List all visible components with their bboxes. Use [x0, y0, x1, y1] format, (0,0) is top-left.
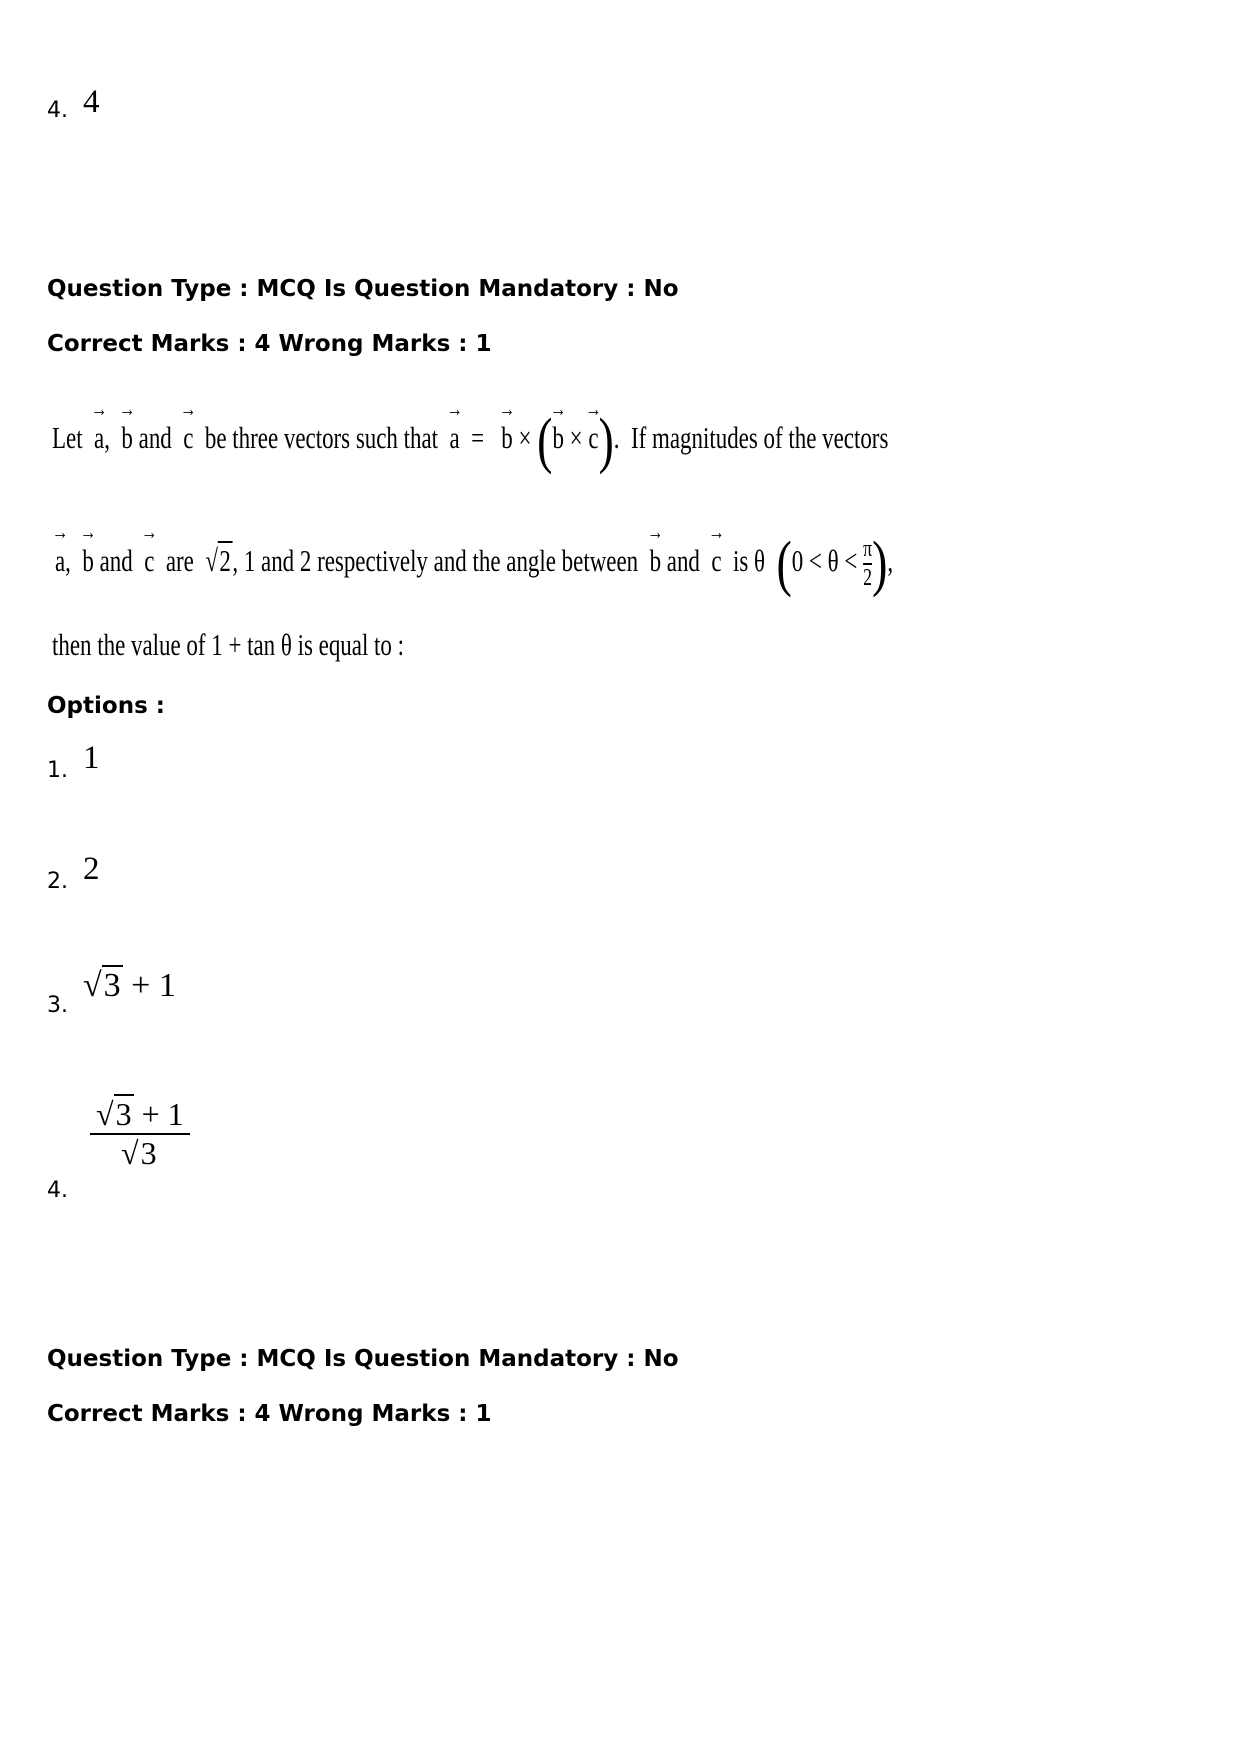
q-text-is: is θ	[733, 543, 766, 579]
question-type-line: Question Type : MCQ Is Question Mandatory : No	[47, 276, 679, 302]
vector-b-letter: b	[552, 420, 564, 456]
option-1-value: 1	[83, 740, 100, 776]
vector-a	[51, 519, 69, 579]
plus-one: + 1	[131, 967, 176, 1004]
arrow-icon: →	[119, 396, 136, 422]
vector-b-letter: b	[649, 543, 662, 579]
option-2-value: 2	[83, 851, 100, 887]
radicand: 2	[219, 543, 231, 579]
option-2-number: 2.	[47, 869, 68, 894]
pi-over-two	[863, 536, 872, 592]
vector-b	[119, 396, 136, 456]
vector-b-letter: b	[501, 420, 513, 456]
sqrt-icon: √	[83, 967, 102, 1004]
marks-line: Correct Marks : 4 Wrong Marks : 1	[47, 331, 492, 357]
q-text-resp: , 1 and 2 respectively and the angle between	[232, 543, 639, 579]
vector-c-letter: c	[711, 543, 722, 579]
option-value: 4	[83, 84, 100, 120]
period: .	[613, 420, 620, 456]
vector-c	[585, 396, 602, 456]
marks-line: Correct Marks : 4 Wrong Marks : 1	[47, 1401, 492, 1427]
vector-b	[647, 519, 664, 579]
vector-c-letter: c	[183, 420, 194, 456]
arrow-icon: →	[51, 519, 69, 545]
denominator: 2	[863, 565, 873, 591]
paren-right: )	[872, 530, 888, 598]
arrow-icon: →	[550, 396, 567, 422]
q-text-let: Let	[52, 420, 83, 456]
question-type-line: Question Type : MCQ Is Question Mandatory : No	[47, 1346, 679, 1372]
equals-sign: =	[471, 420, 485, 456]
q-text-and: and	[666, 543, 700, 579]
arrow-icon: →	[79, 519, 97, 545]
arrow-icon: →	[90, 396, 108, 422]
sqrt-three	[121, 1135, 159, 1172]
arrow-icon: →	[585, 396, 602, 422]
vector-b-letter: b	[121, 420, 133, 456]
cross-sign: ×	[569, 420, 583, 456]
arrow-icon: →	[708, 519, 725, 545]
question-line-1	[52, 396, 889, 475]
option-3-number: 3.	[47, 993, 68, 1018]
option-4-fraction	[90, 1096, 190, 1172]
vector-a-letter: a	[449, 420, 460, 456]
q-text-are: are	[165, 543, 194, 579]
arrow-icon: →	[498, 396, 516, 422]
radicand: 3	[140, 1135, 157, 1171]
sqrt-three	[96, 1096, 134, 1133]
paren-left: (	[537, 407, 553, 475]
vector-c-letter: c	[144, 543, 155, 579]
radicand: 3	[115, 1096, 132, 1132]
paren-right: )	[598, 407, 614, 475]
plus-one: + 1	[141, 1096, 184, 1132]
radicand: 3	[103, 967, 121, 1004]
arrow-icon: →	[446, 396, 463, 422]
comma: ,	[104, 420, 110, 456]
vector-b	[550, 396, 567, 456]
sqrt-two	[205, 543, 232, 579]
options-label: Options :	[47, 693, 165, 719]
cross-sign: ×	[518, 420, 532, 456]
vector-c	[180, 396, 197, 456]
comma: ,	[65, 543, 71, 579]
vector-a	[446, 396, 463, 456]
vector-b-letter: b	[82, 543, 94, 579]
arrow-icon: →	[647, 519, 664, 545]
question-line-2	[51, 519, 894, 598]
arrow-icon: →	[180, 396, 197, 422]
vector-b	[79, 519, 97, 579]
q-text-if: If magnitudes of the vectors	[631, 420, 889, 456]
vector-a-letter: a	[94, 420, 105, 456]
vector-c-letter: c	[588, 420, 599, 456]
q-text-and: and	[99, 543, 133, 579]
arrow-icon: →	[141, 519, 158, 545]
comma: ,	[887, 543, 894, 579]
q-text-be: be three vectors such that	[204, 420, 439, 456]
option-number: 4.	[47, 98, 68, 123]
numerator	[90, 1096, 190, 1133]
paren-left: (	[776, 530, 792, 598]
sqrt-icon: √	[205, 543, 218, 579]
vector-a-letter: a	[55, 543, 66, 579]
sqrt-three	[83, 967, 123, 1005]
vector-a	[90, 396, 108, 456]
pi-symbol: π	[863, 536, 873, 562]
sqrt-icon: √	[96, 1096, 114, 1132]
denominator	[121, 1135, 159, 1172]
question-line-3: then the value of 1 + tan θ is equal to :	[52, 627, 405, 662]
vector-b	[498, 396, 516, 456]
option-3-value	[83, 967, 176, 1005]
vector-c	[708, 519, 725, 579]
option-1-number: 1.	[47, 758, 68, 783]
vector-c	[141, 519, 158, 579]
q-text-and: and	[138, 420, 172, 456]
inequality: 0 < θ <	[791, 543, 858, 579]
sqrt-icon: √	[121, 1135, 139, 1171]
option-4-number: 4.	[47, 1178, 68, 1203]
